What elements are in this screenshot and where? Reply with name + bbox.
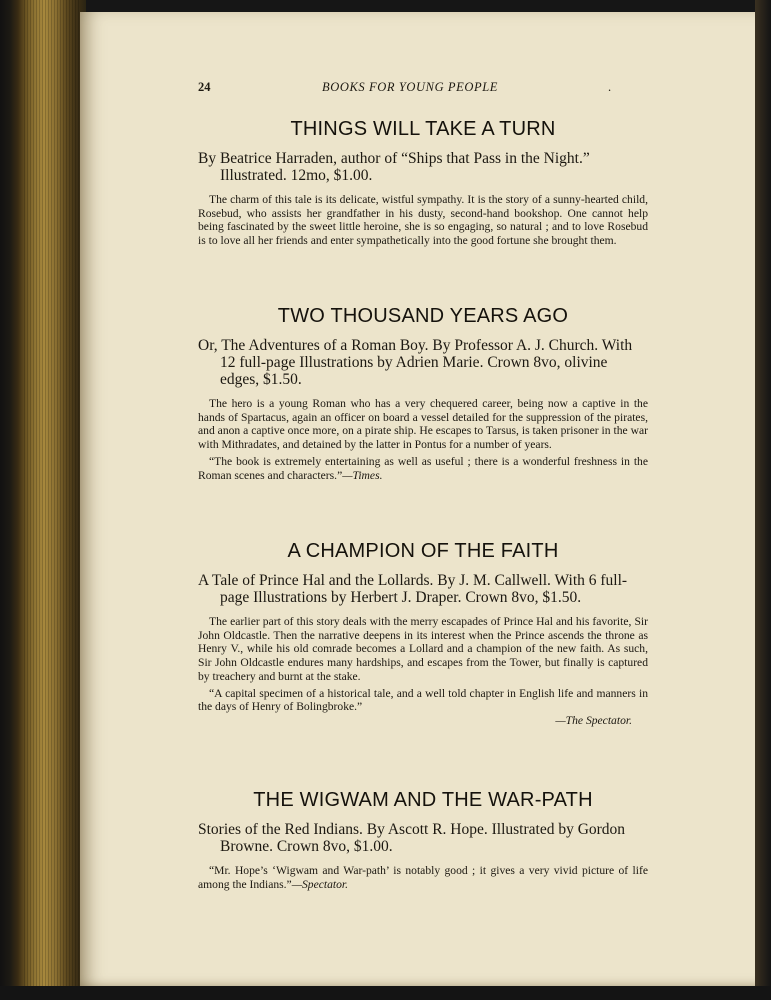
quote-source: —Spectator.	[291, 877, 349, 891]
book-byline: Stories of the Red Indians. By Ascott R. Hope. Illustrated by Gordon Browne. Crown 8vo, $1.00.	[198, 821, 626, 855]
book-title: TWO THOUSAND YEARS AGO	[277, 305, 569, 327]
page-edges	[24, 0, 80, 1000]
book-binding	[0, 0, 86, 1000]
book-description: The earlier part of this story deals with the merry escapades of Prince Hal and his favorite, Sir John Oldcastle. Then the narrative deepens in its interest when the Prince ascends the throne as Henry V., while his old comrade becomes a Lollard and a champion of the new faith. As such, Sir John Oldcastle endures many hardships, and escapes from the Tower, but finally is captured by treachery and burnt at the stake.	[198, 615, 648, 683]
scan-top-edge	[0, 0, 771, 12]
quote-source: —Times.	[342, 468, 383, 482]
book-title: THINGS WILL TAKE A TURN	[290, 118, 556, 140]
review-quote: “A capital specimen of a historical tale, and a well told chapter in English life and manners in the days of Henry of Bolingbroke.”	[198, 686, 648, 714]
book-byline: By Beatrice Harraden, author of “Ships that Pass in the Night.” Illustrated. 12mo, $1.00.	[198, 150, 590, 184]
quote-source: —The Spectator.	[555, 713, 632, 727]
book-title: A CHAMPION OF THE FAITH	[287, 540, 559, 562]
book-description: The charm of this tale is its delicate, wistful sympathy. It is the story of a sunny-hearted child, Rosebud, who assists her grandfather in his dusty, second-hand bookshop. One cannot help being fascinated by the sweet little heroine, she is so engaging, so natural ; and to love Rosebud is to love all her friends and enter sympathetically into the good fortune she brought them.	[198, 193, 648, 248]
review-quote	[198, 455, 648, 482]
quote-text: “Mr. Hope’s ‘Wigwam and War-path’ is notably good ; it gives a very vivid picture of life among the Indians.”	[198, 864, 648, 891]
review-quote	[198, 864, 648, 891]
running-header	[198, 80, 646, 98]
book-byline: Or, The Adventures of a Roman Boy. By Professor A. J. Church. With 12 full-page Illustrations by Adrien Marie. Crown 8vo, olivine edges, $1.50.	[198, 337, 633, 388]
header-mark: .	[608, 80, 612, 94]
book-entry	[198, 789, 648, 891]
book-title: THE WIGWAM AND THE WAR-PATH	[253, 789, 593, 811]
scan-right-edge	[755, 0, 771, 1000]
book-entry	[198, 540, 648, 728]
quote-text: “The book is extremely entertaining as well as useful ; there is a wonderful freshness in the Roman scenes and characters.”	[198, 454, 648, 482]
running-title: BOOKS FOR YOUNG PEOPLE	[322, 80, 499, 94]
book-byline: A Tale of Prince Hal and the Lollards. By J. M. Callwell. With 6 full-page Illustrations by Herbert J. Draper. Crown 8vo, $1.50.	[198, 572, 628, 606]
book-entry	[198, 118, 648, 248]
book-entry	[198, 305, 648, 482]
book-description: The hero is a young Roman who has a very chequered career, being now a captive in the hands of Spartacus, again an officer on board a vessel detailed for the suppression of the pirates, and anon a captive once more, on a pirate ship. He escapes to Tarsus, is taken prisoner in the war with Mithradates, and detained by the latter in Pontus for a number of years.	[198, 397, 648, 452]
scan-bottom-edge	[0, 986, 771, 1000]
page-number: 24	[198, 80, 211, 94]
